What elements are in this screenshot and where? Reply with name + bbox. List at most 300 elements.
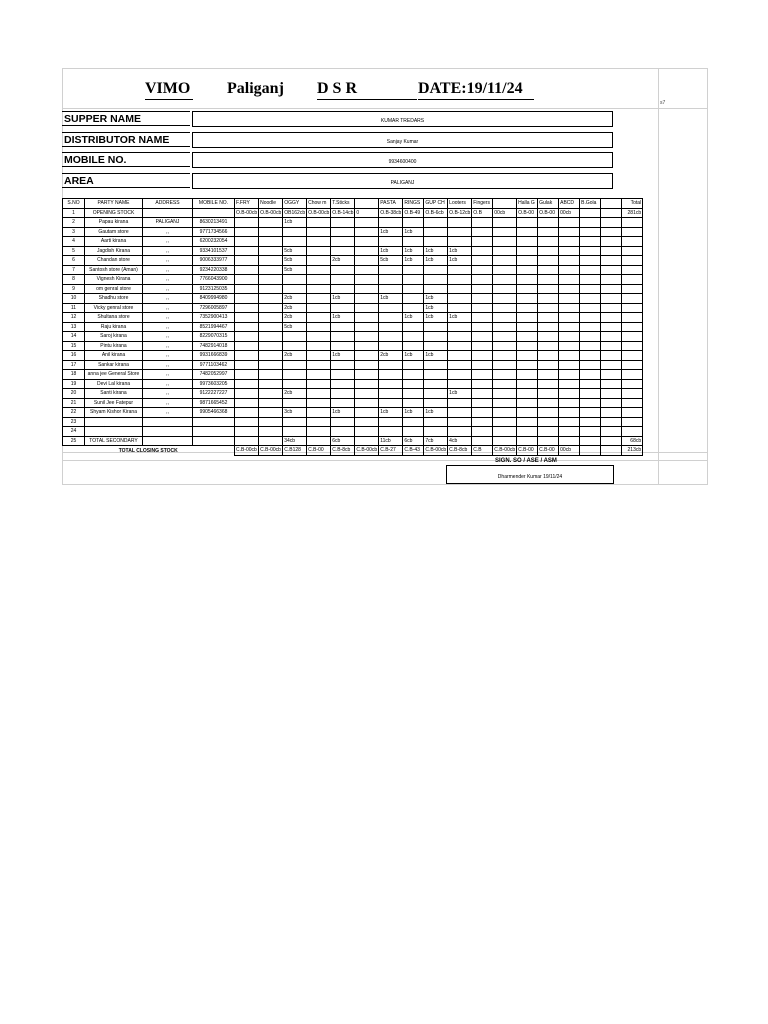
- cell: [331, 341, 355, 351]
- cell: [538, 218, 559, 228]
- cell: O.B-6cb: [424, 208, 448, 218]
- cell: 6: [63, 256, 85, 266]
- cell: [622, 370, 643, 380]
- table-header-row: [63, 199, 643, 209]
- cell: [403, 370, 424, 380]
- cell: [472, 246, 493, 256]
- cell: [355, 265, 379, 275]
- cell: [580, 284, 601, 294]
- cell: Aarti kirana: [85, 237, 143, 247]
- cell: [424, 265, 448, 275]
- cell: 5cb: [283, 265, 307, 275]
- cell: [235, 246, 259, 256]
- cell: 00cb: [493, 208, 517, 218]
- cell: 7482914018: [193, 341, 235, 351]
- cell: 7352900413: [193, 313, 235, 323]
- cell: [493, 332, 517, 342]
- cell: [143, 427, 193, 437]
- cell: [622, 427, 643, 437]
- cell: [403, 360, 424, 370]
- cell: [331, 275, 355, 285]
- cell: [307, 360, 331, 370]
- cell: [307, 436, 331, 446]
- cell: 1cb: [424, 246, 448, 256]
- cell: ,,: [143, 284, 193, 294]
- cell: 1cb: [448, 313, 472, 323]
- cell: [307, 294, 331, 304]
- cell: [517, 370, 538, 380]
- cell: [517, 246, 538, 256]
- cell: [538, 227, 559, 237]
- cell: [355, 218, 379, 228]
- supper-name-value: KUMAR TREDARS: [192, 111, 613, 127]
- cell: 00cb: [559, 208, 580, 218]
- cell: 7: [63, 265, 85, 275]
- cell: [622, 303, 643, 313]
- cell: [559, 370, 580, 380]
- table-row: [63, 227, 643, 237]
- cell: [235, 294, 259, 304]
- table-row: [63, 379, 643, 389]
- cell: [472, 303, 493, 313]
- cell: 8521994467: [193, 322, 235, 332]
- cell: [259, 332, 283, 342]
- cell: [259, 398, 283, 408]
- table-row: [63, 256, 643, 266]
- cell: [493, 427, 517, 437]
- cell: [424, 341, 448, 351]
- cell: [283, 360, 307, 370]
- cell: [493, 294, 517, 304]
- cell: [538, 256, 559, 266]
- cell: [538, 313, 559, 323]
- cell: [601, 351, 622, 361]
- cell: [559, 313, 580, 323]
- cell: Fingers: [472, 199, 493, 209]
- cell: C.B-27: [379, 446, 403, 456]
- cell: [379, 417, 403, 427]
- cell: [283, 341, 307, 351]
- cell: 1cb: [283, 218, 307, 228]
- cell: 2cb: [283, 313, 307, 323]
- mobile-no-label: MOBILE NO.: [62, 152, 190, 167]
- cell: [259, 370, 283, 380]
- table-row-opening: [63, 208, 643, 218]
- cell: [538, 417, 559, 427]
- cell: [580, 408, 601, 418]
- cell: [235, 256, 259, 266]
- cell: [379, 389, 403, 399]
- cell: [517, 227, 538, 237]
- cell: O.B-38cb: [380, 209, 402, 216]
- table-row: [63, 237, 643, 247]
- cell: [580, 246, 601, 256]
- cell: [559, 275, 580, 285]
- cell: [355, 427, 379, 437]
- cell: [235, 360, 259, 370]
- cell: ,,: [143, 332, 193, 342]
- cell: [601, 265, 622, 275]
- cell: 19: [63, 379, 85, 389]
- cell: [580, 256, 601, 266]
- cell: [493, 227, 517, 237]
- cell: 1cb: [424, 313, 448, 323]
- cell: [193, 427, 235, 437]
- table-row: [63, 427, 643, 437]
- cell: [283, 275, 307, 285]
- table-row: [63, 360, 643, 370]
- brand-title: VIMO: [145, 80, 191, 97]
- cell: [601, 446, 622, 456]
- cell: [559, 427, 580, 437]
- cell: 9006333977: [193, 256, 235, 266]
- cell: [448, 398, 472, 408]
- cell: 16: [63, 351, 85, 361]
- cell: [472, 427, 493, 437]
- cell: [379, 427, 403, 437]
- cell: [559, 389, 580, 399]
- cell: [601, 360, 622, 370]
- cell: [355, 322, 379, 332]
- cell: [379, 303, 403, 313]
- cell: [307, 379, 331, 389]
- cell: Raju kirana: [85, 322, 143, 332]
- cell: [448, 265, 472, 275]
- cell: O.B-00: [538, 208, 559, 218]
- cell: [580, 379, 601, 389]
- cell: [472, 398, 493, 408]
- cell: [601, 246, 622, 256]
- cell: [538, 351, 559, 361]
- cell: [622, 246, 643, 256]
- cell: [307, 332, 331, 342]
- cell: [622, 275, 643, 285]
- cell: [259, 379, 283, 389]
- cell: C.B-00: [517, 446, 538, 456]
- cell: C.B-00cb: [260, 447, 281, 454]
- cell: [517, 284, 538, 294]
- cell: [403, 218, 424, 228]
- cell: 1cb: [331, 351, 355, 361]
- cell: [235, 227, 259, 237]
- dsr-sheet: [62, 68, 707, 485]
- cell: [559, 417, 580, 427]
- cell: 5cb: [283, 322, 307, 332]
- cell: [355, 408, 379, 418]
- table-row: [63, 218, 643, 228]
- cell: [283, 227, 307, 237]
- report-title: D S R: [317, 80, 358, 97]
- distributor-name-value: Sanjay Kumar: [192, 132, 613, 148]
- side-note: s7: [660, 100, 666, 106]
- cell: 1: [63, 208, 85, 218]
- cell: C.B-8cb: [448, 446, 472, 456]
- cell: [622, 341, 643, 351]
- distributor-name-label: DISTRIBUTOR NAME: [62, 132, 190, 147]
- cell: [472, 284, 493, 294]
- cell: 1cb: [403, 408, 424, 418]
- cell: [580, 303, 601, 313]
- cell: [448, 332, 472, 342]
- cell: Gautam store: [85, 227, 143, 237]
- cell: [424, 398, 448, 408]
- cell: [259, 237, 283, 247]
- cell: [538, 379, 559, 389]
- cell: [283, 370, 307, 380]
- table-row: [63, 275, 643, 285]
- area-label: AREA: [62, 173, 190, 188]
- cell: [517, 360, 538, 370]
- cell: [424, 227, 448, 237]
- cell: 1cb: [424, 351, 448, 361]
- cell: [235, 427, 259, 437]
- mobile-no-value: 9934600400: [192, 152, 613, 168]
- cell: [259, 322, 283, 332]
- cell: [622, 351, 643, 361]
- cell: [283, 427, 307, 437]
- cell: [307, 218, 331, 228]
- cell: [601, 408, 622, 418]
- cell: [355, 436, 379, 446]
- cell: [601, 417, 622, 427]
- cell: [622, 284, 643, 294]
- cell: 281cb: [622, 208, 643, 218]
- cell: [283, 284, 307, 294]
- cell: [538, 303, 559, 313]
- report-underline: [317, 99, 417, 100]
- cell: [538, 332, 559, 342]
- cell: C.B-00cb: [356, 447, 378, 454]
- cell: [331, 389, 355, 399]
- cell: [580, 322, 601, 332]
- cell: [622, 265, 643, 275]
- cell: [601, 256, 622, 266]
- cell: 1cb: [448, 246, 472, 256]
- cell: [493, 436, 517, 446]
- cell: [448, 341, 472, 351]
- cell: 9973603205: [193, 379, 235, 389]
- cell: [355, 303, 379, 313]
- cell: [493, 237, 517, 247]
- cell: [622, 389, 643, 399]
- cell: OB162cb: [284, 209, 306, 216]
- cell: [601, 275, 622, 285]
- cell: [355, 417, 379, 427]
- cell: [235, 313, 259, 323]
- cell: 9905466368: [193, 408, 235, 418]
- cell: [235, 398, 259, 408]
- cell: [403, 379, 424, 389]
- table-row: [63, 389, 643, 399]
- cell: [472, 370, 493, 380]
- table-row: [63, 265, 643, 275]
- cell: [448, 303, 472, 313]
- cell: anna jee General Store: [85, 370, 143, 380]
- cell: [517, 379, 538, 389]
- cell: 5cb: [283, 246, 307, 256]
- cell: [379, 237, 403, 247]
- cell: 2cb: [283, 351, 307, 361]
- cell: [538, 398, 559, 408]
- cell: [235, 303, 259, 313]
- cell: [235, 218, 259, 228]
- cell: [259, 313, 283, 323]
- cell: [622, 218, 643, 228]
- cell: [559, 237, 580, 247]
- date-title: DATE:19/11/24: [418, 80, 523, 97]
- cell: 9334101537: [193, 246, 235, 256]
- cell: [601, 303, 622, 313]
- cell: 8630213491: [193, 218, 235, 228]
- cell: [493, 370, 517, 380]
- cell: [538, 389, 559, 399]
- cell: Shadhu store: [85, 294, 143, 304]
- cell: Noodle: [259, 199, 283, 209]
- cell: [517, 417, 538, 427]
- cell: [580, 218, 601, 228]
- cell: [331, 284, 355, 294]
- cell: 24: [63, 427, 85, 437]
- cell: [559, 322, 580, 332]
- cell: [538, 427, 559, 437]
- brand-underline: [145, 99, 193, 100]
- cell: GUP CH: [424, 199, 448, 209]
- cell: [448, 294, 472, 304]
- cell: [307, 275, 331, 285]
- cell: [517, 436, 538, 446]
- cell: [472, 417, 493, 427]
- cell: [493, 284, 517, 294]
- cell: [472, 351, 493, 361]
- cell: 9771734566: [193, 227, 235, 237]
- cell: [538, 265, 559, 275]
- cell: [493, 246, 517, 256]
- cell: 18: [63, 370, 85, 380]
- cell: [307, 246, 331, 256]
- cell: [559, 265, 580, 275]
- cell: [424, 237, 448, 247]
- cell: [622, 398, 643, 408]
- cell: [601, 370, 622, 380]
- cell: [307, 227, 331, 237]
- cell: [143, 436, 193, 446]
- cell: [307, 265, 331, 275]
- cell: 5cb: [379, 256, 403, 266]
- cell: [259, 303, 283, 313]
- cell: [559, 294, 580, 304]
- cell: [580, 360, 601, 370]
- cell: 68cb: [622, 436, 643, 446]
- cell: 2cb: [283, 303, 307, 313]
- cell: ,,: [143, 303, 193, 313]
- cell: 9: [63, 284, 85, 294]
- cell: [193, 436, 235, 446]
- cell: [493, 199, 517, 209]
- cell: [307, 417, 331, 427]
- cell: [355, 360, 379, 370]
- cell: [331, 379, 355, 389]
- cell: [538, 341, 559, 351]
- cell: 8: [63, 275, 85, 285]
- cell: [379, 313, 403, 323]
- cell: 10: [63, 294, 85, 304]
- cell: [259, 218, 283, 228]
- cell: [307, 237, 331, 247]
- cell: [424, 370, 448, 380]
- cell: 6cb: [331, 436, 355, 446]
- table-row-closing: [63, 446, 643, 456]
- cell: Looters: [448, 199, 472, 209]
- cell: [580, 265, 601, 275]
- cell: [559, 398, 580, 408]
- cell: C.B-00cb: [425, 447, 447, 454]
- sales-table: [62, 198, 643, 456]
- cell: [259, 351, 283, 361]
- cell: 7482052997: [193, 370, 235, 380]
- cell: [403, 417, 424, 427]
- cell: PASTA: [379, 199, 403, 209]
- cell: [235, 408, 259, 418]
- cell: [283, 237, 307, 247]
- cell: [559, 218, 580, 228]
- cell: [559, 284, 580, 294]
- cell: [424, 360, 448, 370]
- cell: [472, 360, 493, 370]
- cell: [235, 436, 259, 446]
- cell: [580, 275, 601, 285]
- cell: 3: [63, 227, 85, 237]
- cell: 3cb: [283, 408, 307, 418]
- cell: [355, 389, 379, 399]
- cell: [601, 322, 622, 332]
- cell: [424, 284, 448, 294]
- cell: [448, 417, 472, 427]
- cell: TOTAL SECONDARY: [85, 436, 143, 446]
- cell: [403, 275, 424, 285]
- cell: Shultana store: [85, 313, 143, 323]
- cell: OPENING STOCK: [85, 208, 143, 218]
- cell: [235, 237, 259, 247]
- cell: [622, 237, 643, 247]
- cell: 1cb: [379, 408, 403, 418]
- cell: [493, 417, 517, 427]
- cell: [331, 427, 355, 437]
- cell: 1cb: [448, 389, 472, 399]
- cell: [403, 322, 424, 332]
- cell: [601, 218, 622, 228]
- cell: [283, 332, 307, 342]
- cell: Total: [622, 199, 643, 209]
- cell: [493, 265, 517, 275]
- cell: C.B-00: [538, 446, 559, 456]
- cell: [601, 199, 622, 209]
- cell: Sankar kirana: [85, 360, 143, 370]
- cell: [472, 313, 493, 323]
- cell: 2cb: [283, 294, 307, 304]
- cell: [601, 227, 622, 237]
- cell: [472, 389, 493, 399]
- cell: [259, 436, 283, 446]
- cell: F.FRY: [235, 199, 259, 209]
- cell: [307, 313, 331, 323]
- cell: [355, 199, 379, 209]
- cell: [517, 303, 538, 313]
- cell: 2: [63, 218, 85, 228]
- cell: [283, 379, 307, 389]
- cell: [355, 370, 379, 380]
- cell: 20: [63, 389, 85, 399]
- cell: [559, 379, 580, 389]
